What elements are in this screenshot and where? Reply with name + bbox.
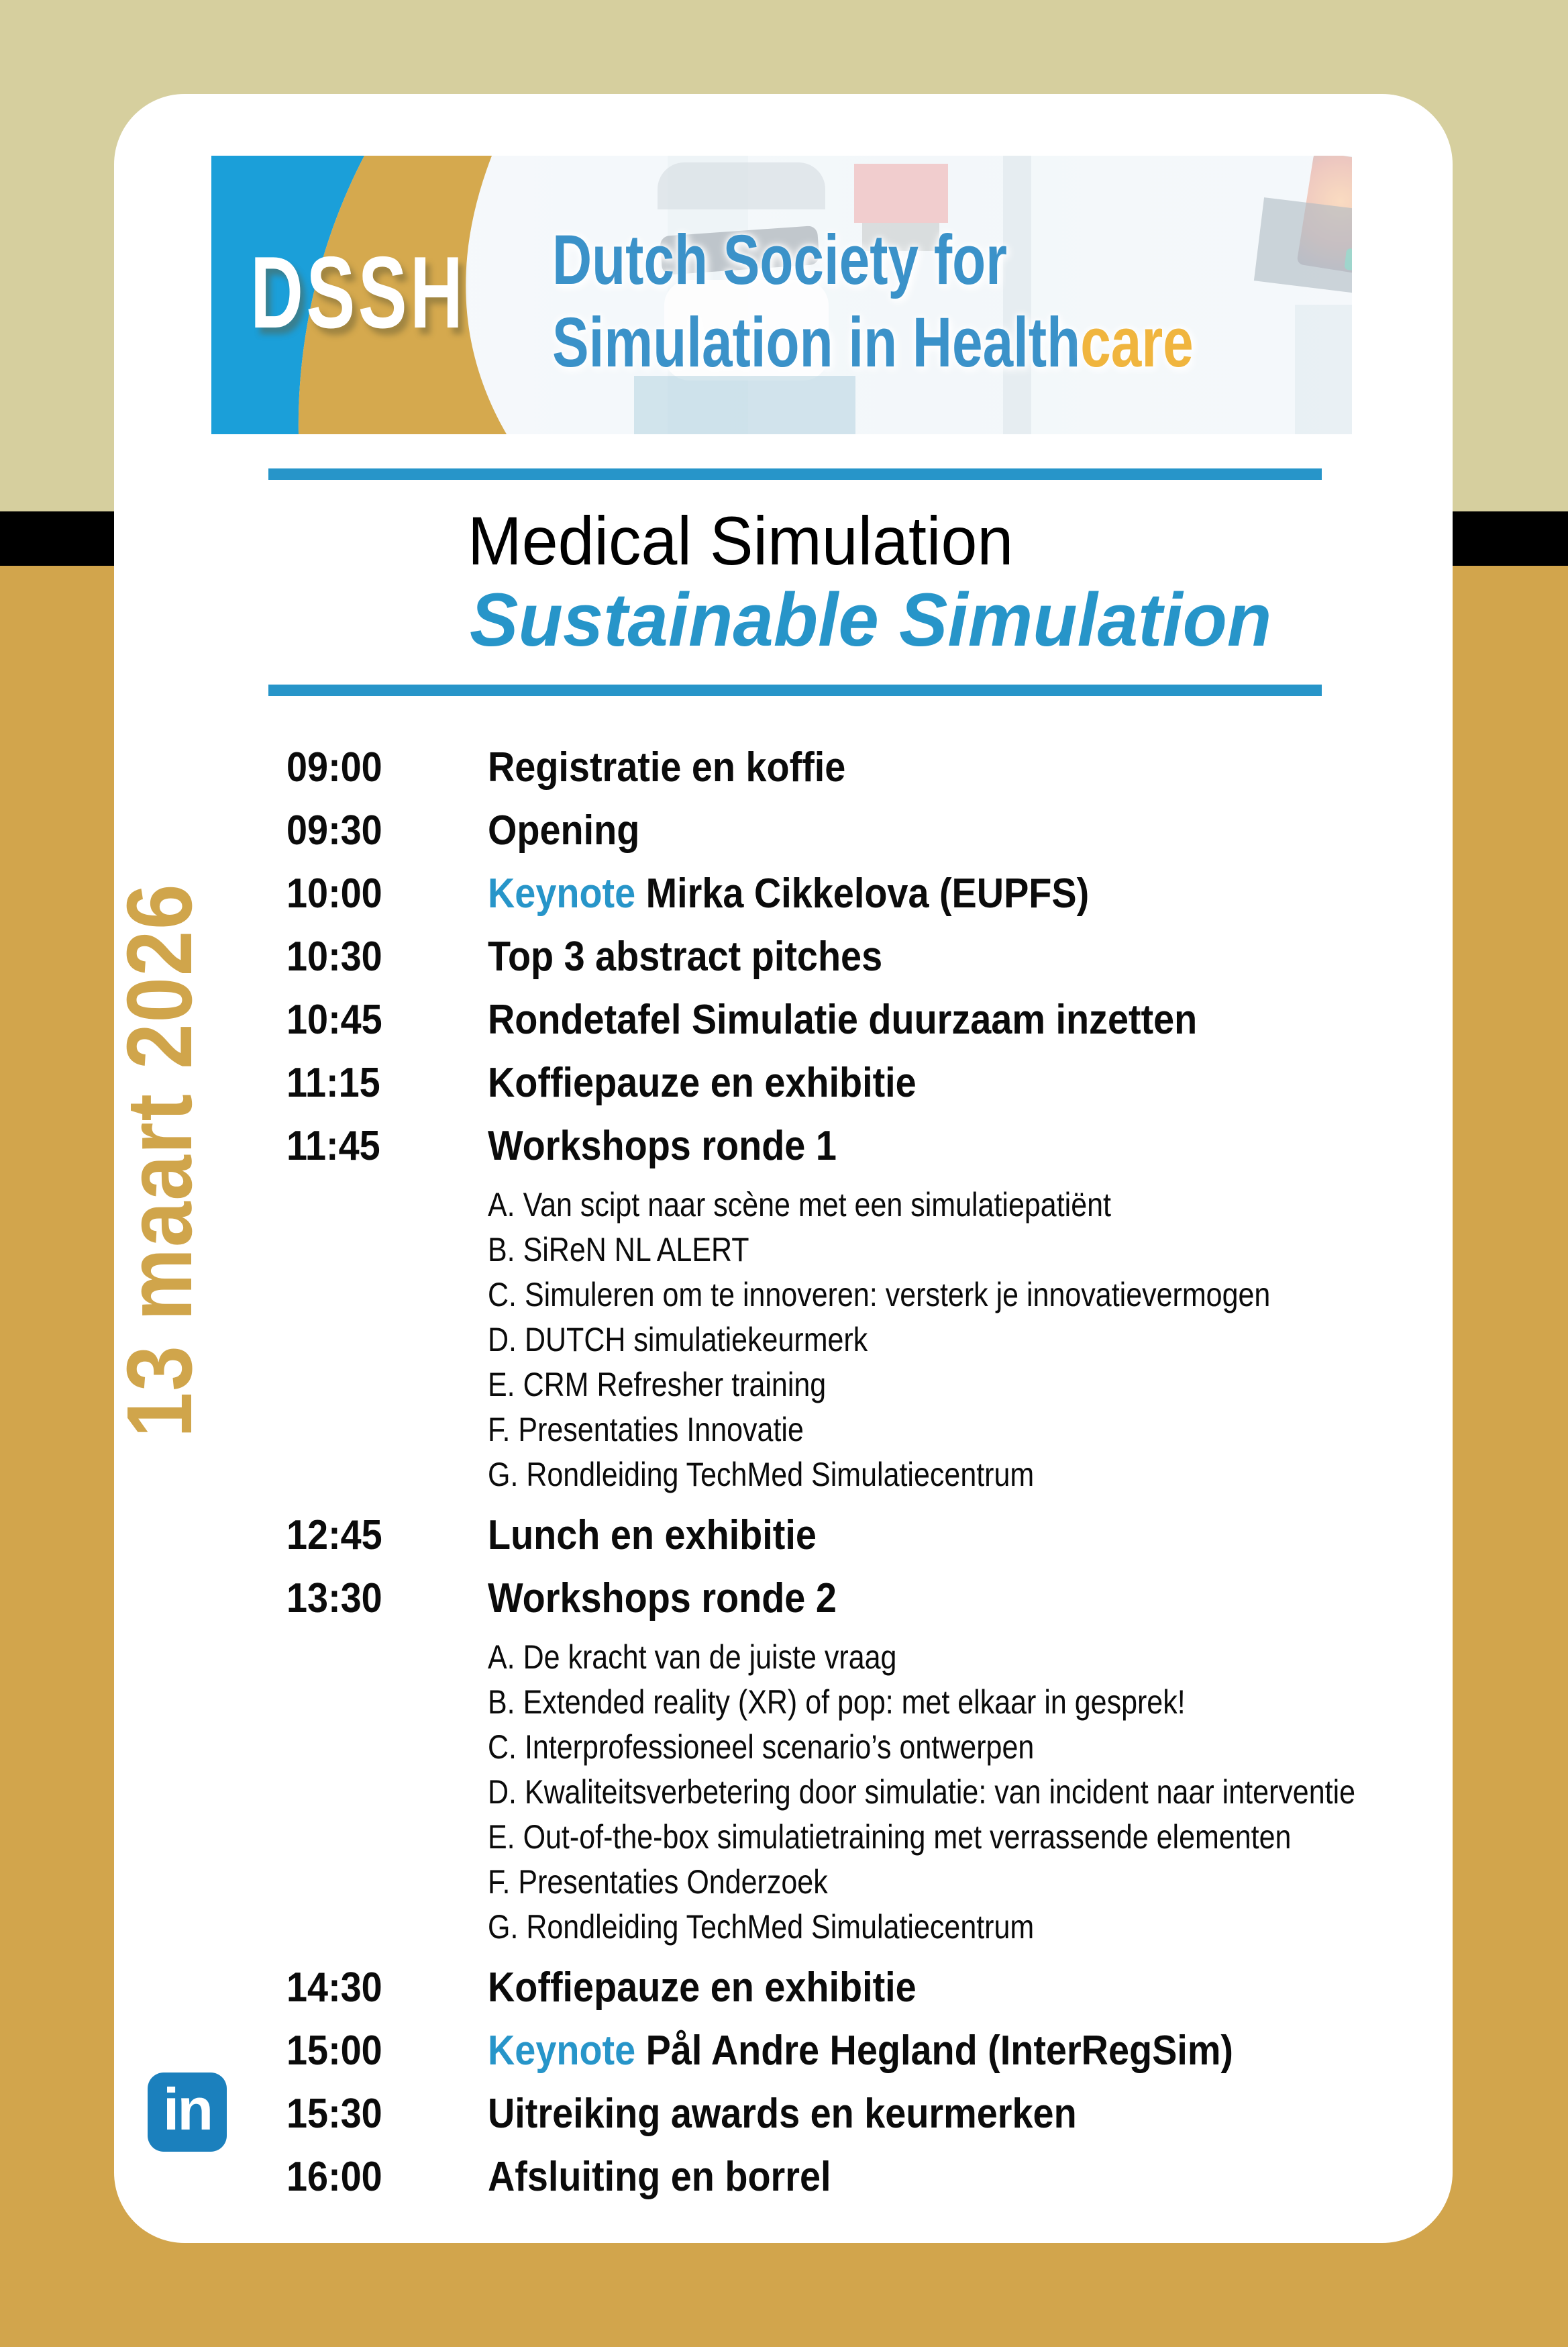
workshop-item: F. Presentaties Innovatie: [488, 1411, 804, 1448]
top-rule: [268, 468, 1322, 480]
schedule-row-1000: [286, 870, 1447, 918]
workshops-round1-list: [488, 1185, 1447, 1494]
schedule-title: Afsluiting en borrel: [488, 2154, 831, 2200]
schedule-row-1600: [286, 2153, 1447, 2201]
schedule-time: 15:30: [286, 2091, 382, 2137]
workshop-item: G. Rondleiding TechMed Simulatiecentrum: [488, 1908, 1035, 1946]
workshop-item: G. Rondleiding TechMed Simulatiecentrum: [488, 1456, 1035, 1493]
schedule-title: Opening: [488, 807, 640, 854]
schedule-title: Top 3 abstract pitches: [488, 934, 883, 980]
workshop-item: A. Van scipt naar scène met een simulatiepatiënt: [488, 1186, 1112, 1224]
schedule-title: Workshops ronde 1: [488, 1123, 837, 1169]
schedule-title: Lunch en exhibitie: [488, 1512, 817, 1558]
schedule-row-1245: [286, 1511, 1447, 1560]
schedule-title: [488, 870, 1089, 918]
schedule-time: 09:30: [286, 807, 382, 854]
workshop-item: A. De kracht van de juiste vraag: [488, 1638, 897, 1676]
program-card: [114, 94, 1453, 2243]
page-title: Medical Simulation: [468, 503, 1014, 579]
workshop-item: B. SiReN NL ALERT: [488, 1231, 749, 1268]
dssh-header-banner: [211, 156, 1352, 434]
linkedin-icon[interactable]: in: [148, 2073, 227, 2152]
schedule-title: Koffiepauze en exhibitie: [488, 1964, 917, 2011]
schedule-time: 12:45: [286, 1512, 382, 1558]
schedule-time: 13:30: [286, 1575, 382, 1621]
workshop-item: C. Simuleren om te innoveren: versterk je innovatievermogen: [488, 1276, 1271, 1313]
banner-title-line2-main: Simulation in Health: [552, 303, 1081, 382]
bottom-rule: [268, 685, 1322, 696]
schedule-title-rest: Pål Andre Hegland (InterRegSim): [635, 2028, 1234, 2074]
schedule-row-1115: [286, 1059, 1447, 1107]
schedule-time: 15:00: [286, 2028, 382, 2074]
schedule-time: 11:45: [286, 1123, 380, 1169]
schedule: [286, 744, 1447, 2216]
schedule-row-1430: [286, 1964, 1447, 2012]
keynote-label: Keynote: [488, 870, 636, 917]
schedule-time: 10:00: [286, 870, 382, 917]
schedule-row-1045: [286, 996, 1447, 1044]
schedule-time: 11:15: [286, 1060, 380, 1106]
schedule-row-1145: [286, 1122, 1447, 1170]
schedule-time: 14:30: [286, 1964, 382, 2011]
schedule-row-1030: [286, 933, 1447, 981]
schedule-row-0930: [286, 807, 1447, 855]
schedule-title: Rondetafel Simulatie duurzaam inzetten: [488, 997, 1198, 1043]
banner-title-line2: [552, 301, 1194, 384]
schedule-time: 10:45: [286, 997, 382, 1043]
schedule-title: Workshops ronde 2: [488, 1575, 837, 1621]
page-subtitle: Sustainable Simulation: [470, 578, 1272, 662]
schedule-title: Koffiepauze en exhibitie: [488, 1060, 917, 1106]
schedule-title: Uitreiking awards en keurmerken: [488, 2091, 1077, 2137]
workshops-round2-list: [488, 1638, 1447, 1946]
schedule-row-1500: [286, 2027, 1447, 2075]
workshop-item: F. Presentaties Onderzoek: [488, 1863, 828, 1901]
workshop-item: E. Out-of-the-box simulatietraining met verrassende elementen: [488, 1818, 1292, 1856]
keynote-label: Keynote: [488, 2028, 636, 2074]
schedule-time: 10:30: [286, 934, 382, 980]
schedule-time: 16:00: [286, 2154, 382, 2200]
schedule-row-0900: [286, 744, 1447, 792]
schedule-row-1330: [286, 1575, 1447, 1623]
dssh-logo-text: DSSH: [250, 236, 466, 350]
schedule-time: 09:00: [286, 744, 382, 791]
workshop-item: B. Extended reality (XR) of pop: met elkaar in gesprek!: [488, 1683, 1186, 1721]
workshop-item: E. CRM Refresher training: [488, 1366, 827, 1403]
workshop-item: D. Kwaliteitsverbetering door simulatie: van incident naar interventie: [488, 1773, 1356, 1811]
banner-title-care: care: [1080, 303, 1194, 382]
workshop-item: D. DUTCH simulatiekeurmerk: [488, 1321, 868, 1358]
schedule-title: Registratie en koffie: [488, 744, 846, 791]
banner-title: [552, 219, 1194, 384]
event-date-vertical: 13 maart 2026: [108, 883, 211, 1438]
schedule-title: [488, 2027, 1233, 2075]
schedule-row-1530: [286, 2090, 1447, 2138]
workshop-item: C. Interprofessioneel scenario’s ontwerpen: [488, 1728, 1035, 1766]
banner-title-line1: Dutch Society for: [552, 221, 1008, 299]
schedule-title-rest: Mirka Cikkelova (EUPFS): [635, 870, 1090, 917]
